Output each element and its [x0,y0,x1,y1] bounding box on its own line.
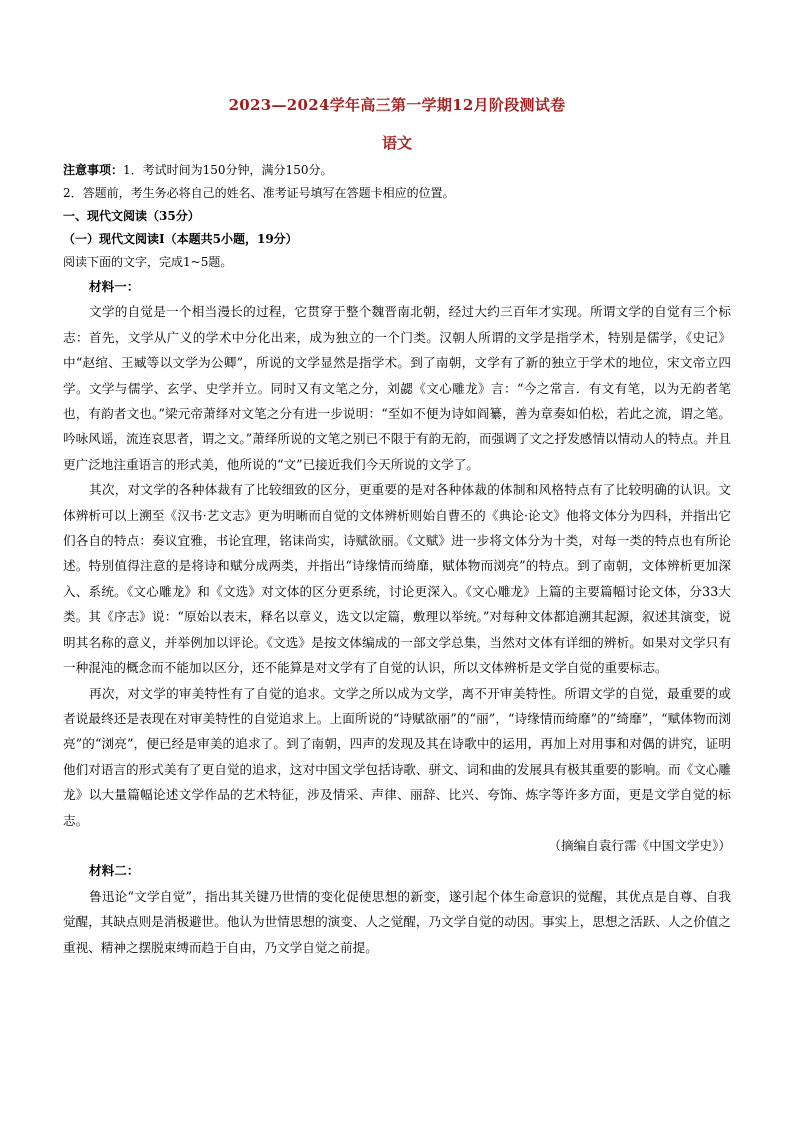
material-1-paragraph-1: 文学的自觉是一个相当漫长的过程，它贯穿于整个魏晋南北朝，经过大约三百年才实现。所谓文学的自觉有三个标志：首先，文学从广义的学术中分化出来，成为独立的一个门类。汉朝人所谓的文学是指学术，特别是儒学，《史记》中“赵绾、王臧等以文学为公卿”，所说的文学显然是指学术。到了南朝，文学有了新的独立于学术的地位，宋文帝立四学。文学与儒学、玄学、史学并立。同时又有文笔之分，刘勰《文心雕龙》言：“今之常言．有文有笔，以为无韵者笔也，有韵者文也。”梁元帝萧绎对文笔之分有进一步说明：“至如不便为诗如阎纂，善为章奏如伯松，若此之流，谓之笔。吟咏风谣，流连哀思者，谓之文。”萧绎所说的文笔之别已不限于有韵无韵，而强调了文之抒发感情以情动人的特点。并且更广泛地注重语言的形式美，他所说的“文”已接近我们今天所说的文学了。 [63,304,731,472]
material-1-paragraph-3: 再次，对文学的审美特性有了自觉的追求。文学之所以成为文学，离不开审美特性。所谓文学的自觉，最重要的或者说最终还是表现在对审美特性的自觉追求上。上面所说的“诗赋欲丽”的“丽”，“诗缘情而绮靡”的“绮靡”，“赋体物而浏亮”的“浏亮”，便已经是审美的追求了。到了南朝，四声的发现及其在诗歌中的运用，再加上对用事和对偶的讲究，证明他们对语言的形式美有了更自觉的追求，这对中国文学包括诗歌、骈文、词和曲的发展具有极其重要的影响。而《文心雕龙》以大量篇幅论述文学作品的艺术特征，涉及情采、声律、丽辞、比兴、夸饰、炼字等许多方面，更是文学自觉的标志。 [63,685,731,828]
subsection-heading: （一）现代文阅读Ⅰ（本题共5小题，19分） [63,232,298,246]
notes-line-1 [63,159,731,182]
notes-label: 注意事项： [63,163,124,177]
reading-instruction: 阅读下面的文字，完成1~5题。 [63,255,233,269]
exam-page [63,95,731,960]
section-heading: 一、现代文阅读（35分） [63,209,200,223]
material-1-label: 材料一： [89,279,140,294]
subject-title: 语文 [381,134,412,152]
material-1-source: （摘编自袁行霈《中国文学史》） [548,837,731,853]
notes-item-1: 1．考试时间为150分钟，满分150分。 [123,163,333,177]
exam-title: 2023—2024学年高三第一学期12月阶段测试卷 [228,96,566,114]
material-2-label: 材料二： [89,863,140,879]
material-2-paragraph-1: 鲁迅论“文学自觉”，指出其关键乃世情的变化促使思想的新变，遂引起个体生命意识的觉醒，其优点是自尊、自我觉醒，其缺点则是消极避世。他认为世情思想的演变、人之觉醒，乃文学自觉的动因。事实上，思想之活跃、人之价值之重视、精神之摆脱束缚而趋于自由，乃文学自觉之前提。 [63,888,731,955]
material-1-paragraph-2: 其次，对文学的各种体裁有了比较细致的区分，更重要的是对各种体裁的体制和风格特点有了比较明确的认识。文体辨析可以上溯至《汉书·艺文志》更为明晰而自觉的文体辨析则始自曹丕的《典论·论文》他将文体分为四科，并指出它们各自的特点：奏议宜雅，书论宜理，铭诔尚实，诗赋欲丽。《文赋》进一步将文体分为十类，对每一类的特点也有所论述。特别值得注意的是将诗和赋分成两类，并指出“诗缘情而绮靡，赋体物而浏亮”的特点。到了南朝，文体辨析更加深入、系统。《文心雕龙》和《文选》对文体的区分更系统，讨论更深入。《文心雕龙》上篇的主要篇幅讨论文体，分33大类。其《序志》说：“原始以表末，释名以章义，选文以定篇，敷理以举统。”对每种文体都追溯其起源，叙述其演变，说明其名称的意义，并举例加以评论。《文选》是按文体编成的一部文学总集，当然对文体有详细的辨析。如果对文学只有一种混沌的概念而不能加以区分，还不能算是对文学有了自觉的认识，所以文体辨析是文学自觉的重要标志。 [63,482,731,676]
notes-item-2: 2．答题前，考生务必将自己的姓名、准考证号填写在答题卡相应的位置。 [63,186,455,200]
